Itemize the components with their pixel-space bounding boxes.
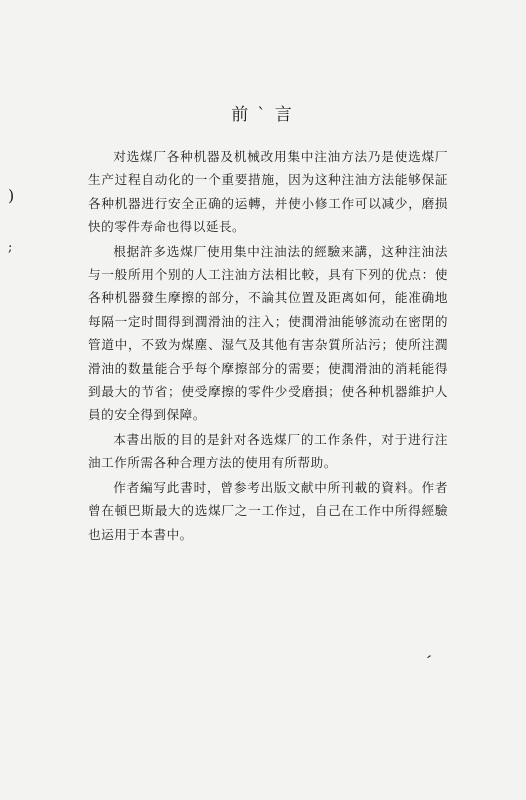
margin-mark-right: ′ [421,651,433,674]
margin-mark-left-top: ) [8,186,15,205]
page-title [0,100,526,125]
paragraph-2: 根据許多选煤厂使用集中注油法的經驗来講，这种注油法与一般所用个别的人工注油方法相比較，具有下列的优点：使各种机器發生摩擦的部分，不論其位置及距离如何，能准确地每隔一定时間得到潤滑油的注入；使潤滑油能够流动在密閉的管道中，不致为煤塵、湿气及其他有害杂質所沾污；使所注潤滑油的数量能合乎每个摩擦部分的需要；使潤滑油的消耗能得到最大的节省；使受摩擦的零件少受磨損；使各种机器維护人員的安全得到保障。 [88,243,448,423]
preface-body [88,145,448,547]
paragraph-1: 对选煤厂各种机器及机械改用集中注油方法乃是使选煤厂生产过程自动化的一个重要措施，因为这种注油方法能够保証各种机器进行安全正确的运轉，并使小修工作可以减少，磨损快的零件寿命也得以延長。 [88,149,448,235]
margin-mark-left-bottom: ; [8,240,13,255]
title-end: 言 [274,105,295,125]
title-main: 前 [231,105,252,125]
paragraph-4: 作者編写此書时，曾参考出版文献中所刊載的資料。作者曾在頓巴斯最大的选煤厂之一工作过，自己在工作中所得經驗也运用于本書中。 [88,479,448,542]
title-accent: ` [257,105,269,125]
paragraph-3: 本書出版的目的是針对各选煤厂的工作条件，对于进行注油工作所需各种合理方法的使用有所帮助。 [88,431,448,471]
